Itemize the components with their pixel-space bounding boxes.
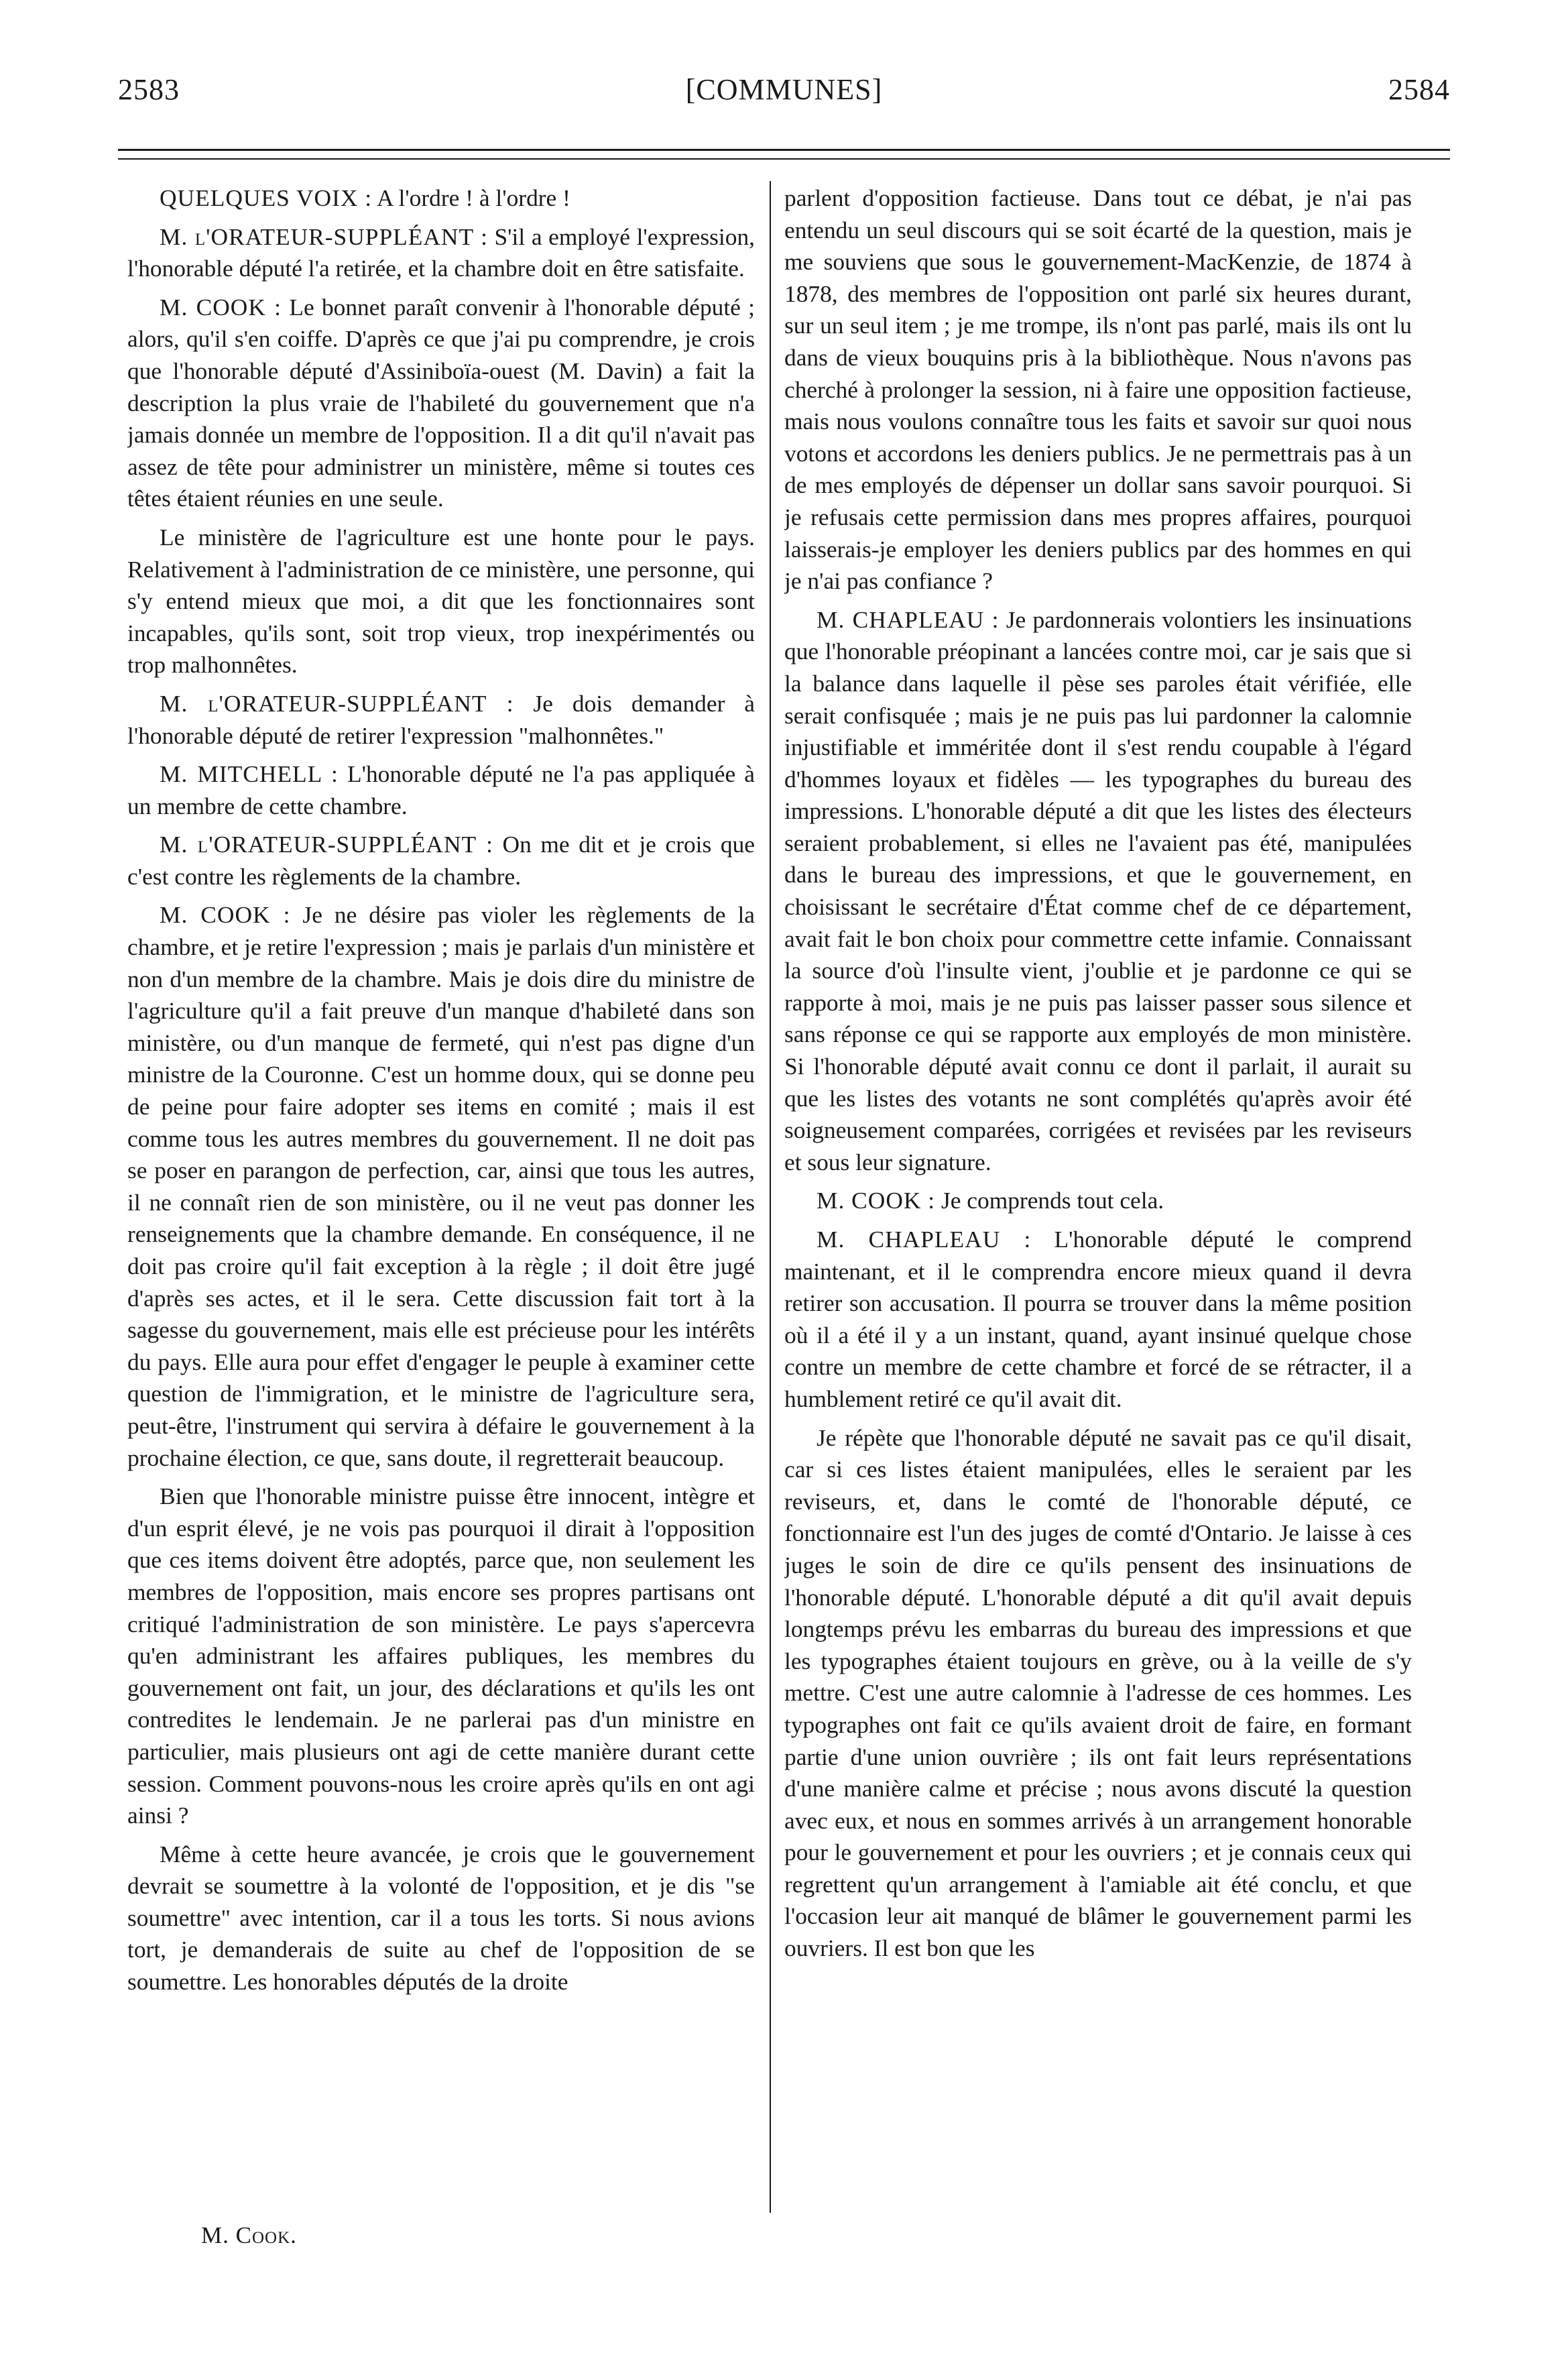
paragraph-text: Le ministère de l'agriculture est une honte pour le pays. Relativement à l'administration de ce ministère, une personne, qui s'y entend mieux que moi, a dit que les fonctionnaires sont incapables, qu'ils sont, soit trop vieux, trop inexpérimentés ou trop malhonnêtes. xyxy=(127,523,755,679)
paragraph-text: On me dit et je crois que c'est contre les règlements de la chambre. xyxy=(127,831,755,890)
speaker-name: M. COOK : xyxy=(160,293,282,321)
paragraph-text: Je comprends tout cela. xyxy=(935,1187,1164,1214)
paragraph-text: Je pardonnerais volontiers les insinuations que l'honorable préopinant a lancées contre moi, car je sais que si la balance dans laquelle il pèse ses paroles était vérifiée, elle serait confisquée ; mais je ne puis pas lui pardonner la calomnie injustifiable et imméritée dont il s'est rendu coupable à l'égard d'hommes loyaux et fidèles — les typographes du bureau des impressions. L'honorable député a dit que les listes des électeurs seraient probablement, si elles ne l'avaient pas été, manipulées dans le bureau des impressions, et que le gouvernement, en choisissant le secrétaire d'État comme chef de ce département, avait fait le bon choix pour commettre cette infamie. Connaissant la source d'où l'insulte vient, j'oublie et je pardonne ce qui se rapporte à moi, mais je ne puis pas laisser passer sous silence et sans réponse ce qui se rapporte aux employés de mon ministère. Si l'honorable député avait connu ce dont il parlait, il aurait su que les listes des votants ne sont complétés qu'après avoir été soigneusement comparées, corrigées et revisées par les reviseurs et sous leur signature. xyxy=(784,606,1412,1175)
page-footer: M. Cook. xyxy=(201,2222,297,2248)
paragraph xyxy=(127,182,755,215)
paragraph-text: L'honorable député ne l'a pas appliquée à un membre de cette chambre. xyxy=(127,760,755,819)
paragraph-text: A l'ordre ! à l'ordre ! xyxy=(372,184,570,211)
right-column xyxy=(784,182,1412,2261)
paragraph xyxy=(127,522,755,681)
paragraph-text: Bien que l'honorable ministre puisse être innocent, intègre et d'un esprit élevé, je ne vois pas pourquoi il dirait à l'opposition que ces items doivent être adoptés, parce que, non seulement les membres de l'opposition, mais encore ses propres partisans ont critiqué l'administration de son ministère. Le pays s'apercevra qu'en administrant les affaires publiques, les membres du gouvernement ont fait, un jour, des déclarations et qu'ils les ont contredites le lendemain. Je ne parlerai pas d'un ministre en particulier, mais plusieurs ont agi de cette manière durant cette session. Comment pouvons-nous les croire après qu'ils en ont agi ainsi ? xyxy=(127,1483,755,1829)
paragraph xyxy=(127,1481,755,1832)
right-page-number: 2584 xyxy=(1388,73,1450,106)
paragraph xyxy=(127,1839,755,1998)
left-column xyxy=(127,182,755,2261)
paragraph xyxy=(127,829,755,892)
column-divider xyxy=(770,181,771,2213)
paragraph-text: L'honorable député le comprend maintenant, et il le comprendra encore mieux quand il devra retirer son accusation. Il pourra se trouver dans la même position où il a été il y a un instant, quand, ayant insinué quelque chose contre un membre de cette chambre et forcé de se rétracter, il a humblement retiré ce qu'il avait dit. xyxy=(784,1226,1412,1412)
paragraph xyxy=(127,688,755,752)
header-rule-thin xyxy=(118,158,1450,160)
speaker-name: M. COOK : xyxy=(817,1187,936,1214)
paragraph-text: Je dois demander à l'honorable député de retirer l'expression "malhonnêtes." xyxy=(127,689,755,749)
paragraph-text: parlent d'opposition factieuse. Dans tout ce débat, je n'ai pas entendu un seul discours qui se soit écarté de la question, mais je me souviens que sous le gouvernement-MacKenzie, de 1874 à 1878, des membres de l'opposition ont parlé six heures durant, sur un seul item ; je me trompe, ils n'ont pas parlé, mais ils ont lu dans de vieux bouquins pris à la bibliothèque. Nous n'avons pas cherché à prolonger la session, ni à faire une opposition factieuse, mais nous voulons connaître tous les faits et savoir sur quoi nous votons et accordons les deniers publics. Je ne permettrais pas à un de mes employés de dépenser un dollar sans savoir pourquoi. Si je refusais cette permission dans mes propres affaires, pourquoi laisserais-je employer les deniers publics par des hommes en qui je n'ai pas confiance ? xyxy=(784,184,1412,595)
page-header xyxy=(118,72,1450,126)
paragraph xyxy=(784,604,1412,1179)
paragraph xyxy=(784,1185,1412,1217)
speaker-name: QUELQUES VOIX : xyxy=(160,184,373,211)
paragraph-text: S'il a employé l'expression, l'honorable député l'a retirée, et la chambre doit en être satisfaite. xyxy=(127,223,755,282)
paragraph-text: Même à cette heure avancée, je crois que le gouvernement devrait se soumettre à la volonté de l'opposition, et je dis "se soumettre" avec intention, car il a tous les torts. Si nous avions tort, je demanderais de suite au chef de l'opposition de se soumettre. Les honorables députés de la droite xyxy=(127,1840,755,1996)
speaker-name: M. l'ORATEUR-SUPPLÉANT : xyxy=(160,831,493,858)
header-rule-thick xyxy=(118,149,1450,151)
paragraph-text: Je répète que l'honorable député ne savait pas ce qu'il disait, car si ces listes étaient manipulées, elles le seraient par les reviseurs, et, dans le comté de l'honorable député, ce fonctionnaire est l'un des juges de comté d'Ontario. Je laisse à ces juges le soin de dire ce qu'ils pensent des insinuations de l'honorable député. L'honorable député a dit qu'il avait depuis longtemps prévu les embarras du bureau des impressions et que les typographes étaient toujours en grève, ou à la veille de s'y mettre. C'est une autre calomnie à l'adresse de ces hommes. Les typographes ont fait ce qu'ils avaient droit de faire, en formant partie d'une union ouvrière ; ils ont fait leurs représentations d'une manière calme et précise ; nous avons discuté la question avec eux, et nous en sommes arrivés à un arrangement honorable pour le gouvernement et pour les ouvriers ; et je connais ceux qui regrettent qu'un arrangement à l'amiable ait été conclu, et que l'occasion leur ait manqué de blâmer le gouvernement parmi les ouvriers. Il est bon que les xyxy=(784,1424,1412,1962)
paragraph xyxy=(784,182,1412,597)
paragraph xyxy=(127,292,755,515)
paragraph-text: Le bonnet paraît convenir à l'honorable député ; alors, qu'il s'en coiffe. D'après ce que j'ai pu comprendre, je crois que l'honorable député d'Assiniboïa-ouest (M. Davin) a fait la description la plus vraie de l'habileté du gouvernement que n'a jamais donnée un membre de l'opposition. Il a dit qu'il n'avait pas assez de tête pour administrer un ministère, même si toutes ces têtes étaient réunies en une seule. xyxy=(127,293,755,512)
speaker-name: M. CHAPLEAU : xyxy=(817,606,1000,633)
speaker-name: M. MITCHELL : xyxy=(160,760,339,788)
left-page-number: 2583 xyxy=(118,73,180,106)
paragraph-text: Je ne désire pas violer les règlements de la chambre, et je retire l'expression ; mais je parlais d'un ministère et non d'un membre de la chambre. Mais je dois dire du ministre de l'agriculture qu'il a fait preuve d'un manque d'habileté dans son ministère, ou d'un manque de fermeté, qui n'est pas digne d'un ministre de la Couronne. C'est un homme doux, qui se donne peu de peine pour faire adopter ses items en comité ; mais il est comme tous les autres membres du gouvernement. Il ne doit pas se poser en parangon de perfection, car, ainsi que tous les autres, il ne connaît rien de son ministère, ou il ne veut pas donner les renseignements que la chambre demande. En conséquence, il ne doit pas croire qu'il fait exception à la règle ; il doit être jugé d'après ses actes, et il le sera. Cette discussion fait tort à la sagesse du gouvernement, mais elle est précieuse pour les intérêts du pays. Elle aura pour effet d'engager le peuple à examiner cette question de l'immigration, et le ministre de l'agriculture sera, peut-être, l'instrument qui servira à défaire le gouvernement à la prochaine élection, ce que, sans doute, il regretterait beaucoup. xyxy=(127,901,755,1471)
speaker-name: M. CHAPLEAU : xyxy=(817,1226,1032,1253)
speaker-name: M. l'ORATEUR-SUPPLÉANT : xyxy=(160,223,488,250)
paragraph xyxy=(127,899,755,1474)
paragraph xyxy=(784,1422,1412,1965)
paragraph xyxy=(784,1224,1412,1416)
speaker-name: M. l'ORATEUR-SUPPLÉANT : xyxy=(160,689,514,717)
speaker-name: M. COOK : xyxy=(160,901,291,929)
paragraph xyxy=(127,758,755,822)
paragraph xyxy=(127,221,755,285)
running-title: [COMMUNES] xyxy=(685,73,883,106)
